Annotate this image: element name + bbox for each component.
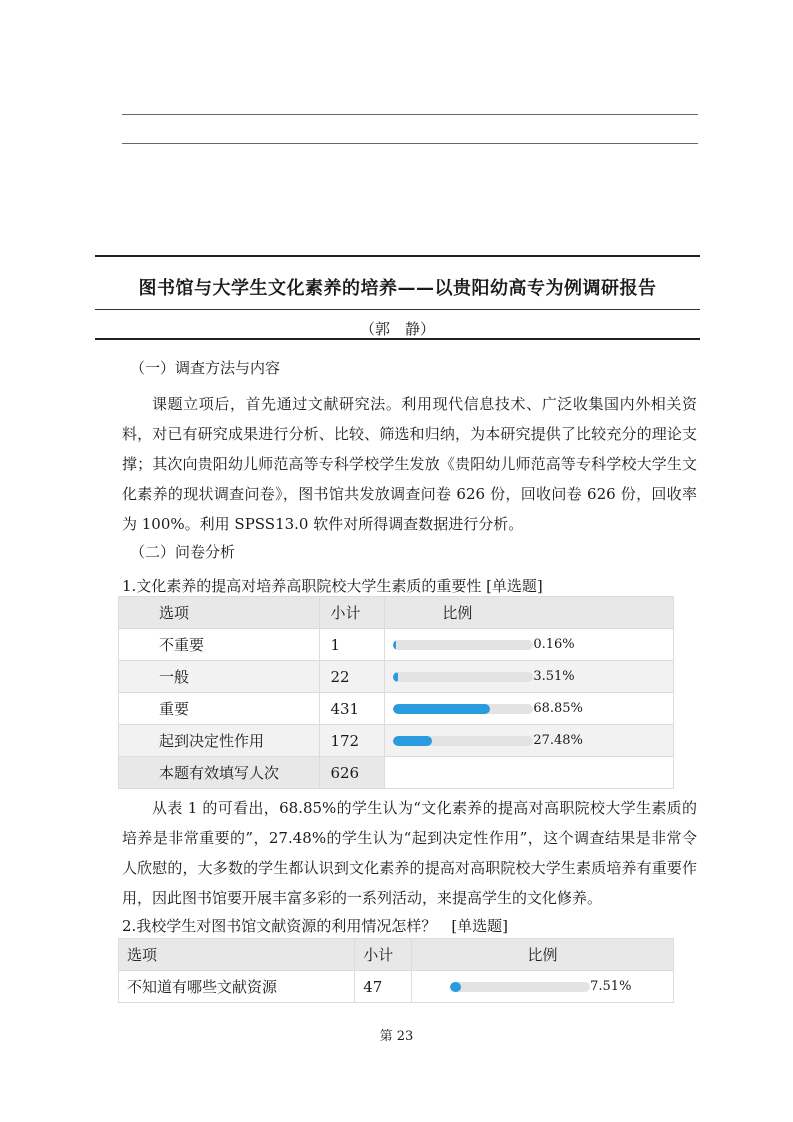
author-bottom-rule [95,338,700,340]
option-cell: 不知道有哪些文献资源 [119,971,355,1003]
table-row [119,971,674,1003]
ratio-bar-track [450,982,590,992]
table-row [119,629,674,661]
header-rule-1 [122,114,698,115]
header-option: 选项 [119,597,320,629]
methods-paragraph: 课题立项后，首先通过文献研究法。利用现代信息技术、广泛收集国内外相关资料，对已有研究成果进行分析、比较、筛选和归纳，为本研究提供了比较充分的理论支撑；其次向贵阳幼儿师范高等专科学校学生发放《贵阳幼儿师范高等专科学校大学生文化素养的现状调查问卷》，图书馆共发放调查问卷 626 份，回收问卷 626 份，回收率为 100%。利用 SPSS13.0 软件对所得调查数据进行分析。 [122,395,697,533]
table-header-row [119,597,674,629]
table-row [119,725,674,757]
ratio-cell [385,629,674,661]
ratio-bar-fill [450,982,461,992]
report-title: 图书馆与大学生文化素养的培养——以贵阳幼高专为例调研报告 [138,278,657,299]
total-empty-cell [385,757,674,789]
count-cell: 47 [355,971,412,1003]
section-heading-methods: （一）调查方法与内容 [130,359,281,377]
ratio-cell [385,725,674,757]
author: （郭 静） [359,320,435,338]
ratio-bar-track [393,640,533,650]
count-cell: 172 [320,725,385,757]
option-cell: 起到决定性作用 [119,725,320,757]
page-number: 第 23 [379,1029,414,1044]
total-label: 本题有效填写人次 [119,757,320,789]
header-count: 小计 [320,597,385,629]
header-rule-2 [122,143,698,144]
count-cell: 431 [320,693,385,725]
table-total-row [119,757,674,789]
table-row [119,693,674,725]
title-top-rule [95,255,700,257]
option-cell: 不重要 [119,629,320,661]
ratio-bar-track [393,704,533,714]
ratio-bar-fill [393,704,489,714]
question-2-table [118,938,674,1003]
option-cell: 一般 [119,661,320,693]
table-row [119,661,674,693]
table-header-row [119,939,674,971]
header-ratio: 比例 [412,939,674,971]
ratio-cell [385,693,674,725]
ratio-percent: 3.51% [533,669,575,684]
ratio-percent: 7.51% [590,979,632,994]
option-cell: 重要 [119,693,320,725]
count-cell: 22 [320,661,385,693]
header-count: 小计 [355,939,412,971]
count-cell: 1 [320,629,385,661]
header-option: 选项 [119,939,355,971]
section-heading-analysis: （二）问卷分析 [130,543,236,561]
ratio-percent: 27.48% [533,733,583,748]
analysis-paragraph: 从表 1 的可看出，68.85%的学生认为“文化素养的提高对高职院校大学生素质的培养是非常重要的”，27.48%的学生认为“起到决定性作用”，这个调查结果是非常令人欣慰的，大多数的学生都认识到文化素养的提高对高职院校大学生素质培养有重要作用，因此图书馆要开展丰富多彩的一系列活动，来提高学生的文化修养。 [122,799,697,907]
ratio-bar-fill [393,736,431,746]
title-bottom-rule [95,309,700,310]
ratio-bar-fill [393,672,398,682]
ratio-bar-track [393,736,533,746]
ratio-bar-fill [393,640,396,650]
ratio-cell [385,661,674,693]
ratio-percent: 68.85% [533,701,583,716]
question-1-table [118,596,674,789]
ratio-percent: 0.16% [533,637,575,652]
total-count: 626 [320,757,385,789]
ratio-bar-track [393,672,533,682]
header-ratio: 比例 [385,597,674,629]
question-2-title: 2.我校学生对图书馆文献资源的利用情况怎样？ [单选题] [122,917,509,935]
ratio-cell [412,971,674,1003]
question-1-title: 1.文化素养的提高对培养高职院校大学生素质的重要性 [单选题] [122,577,543,595]
